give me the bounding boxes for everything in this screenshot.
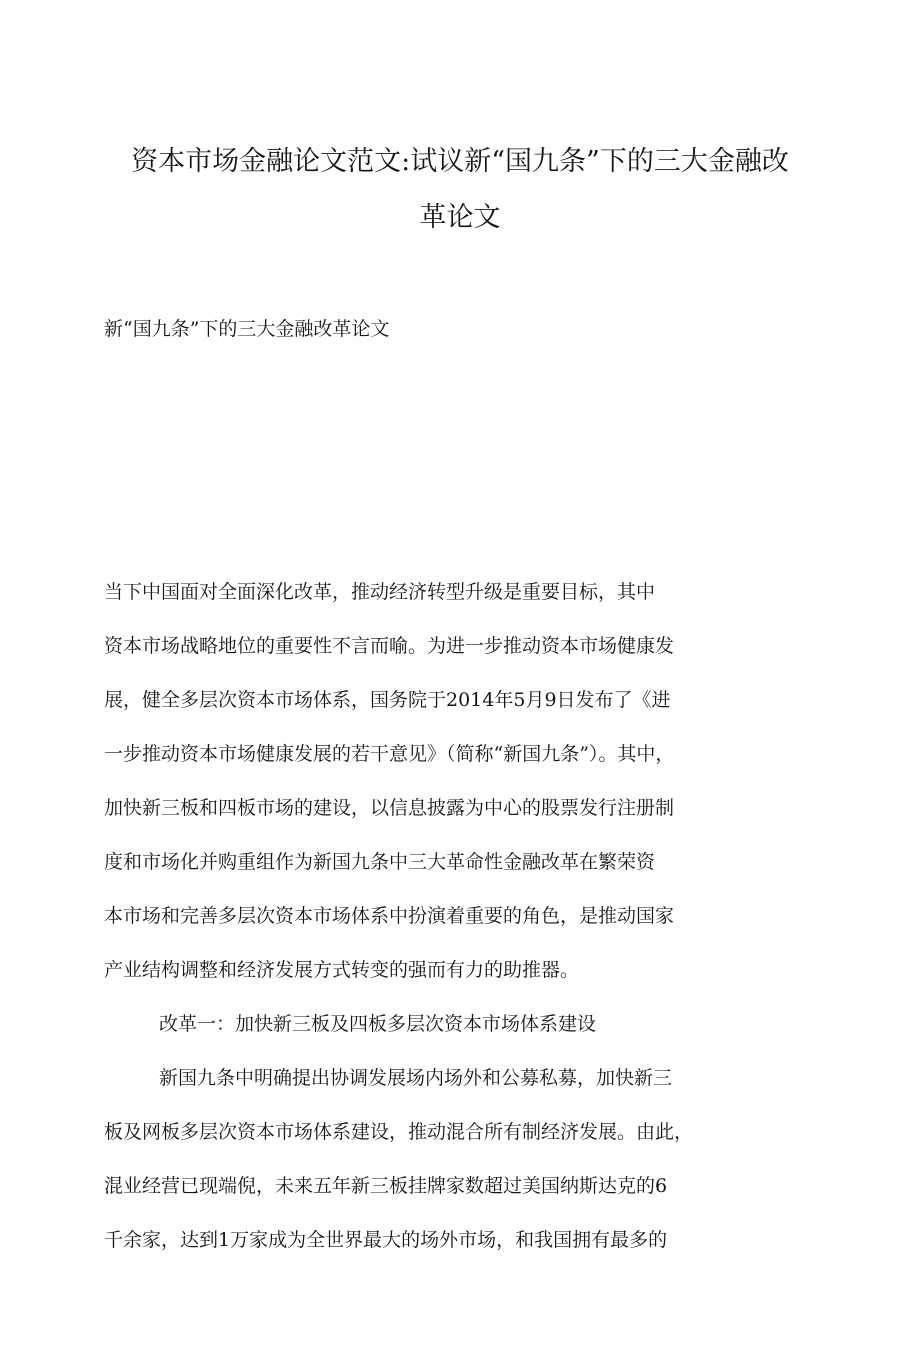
document-title-line-2: 革论文 (419, 202, 501, 233)
body-line: 本市场和完善多层次资本市场体系中扮演着重要的角色，是推动国家 (104, 905, 675, 927)
body-line: 板及网板多层次资本市场体系建设，推动混合所有制经济发展。由此， (104, 1121, 694, 1143)
body-line: 产业结构调整和经济发展方式转变的强而有力的助推器。 (104, 959, 580, 981)
document-title-line-1: 资本市场金融论文范文:试议新“国九条”下的三大金融改 (131, 146, 789, 177)
body-line: 度和市场化并购重组作为新国九条中三大革命性金融改革在繁荣资 (104, 851, 656, 873)
body-line: 一步推动资本市场健康发展的若干意见》（简称“新国九条”）。其中， (104, 743, 675, 765)
body-line: 千余家，达到1万家成为全世界最大的场外市场，和我国拥有最多的 (104, 1229, 668, 1251)
body-line: 展，健全多层次资本市场体系，国务院于2014年5月9日发布了《进 (104, 689, 671, 711)
body-line: 资本市场战略地位的重要性不言而喻。为进一步推动资本市场健康发 (104, 635, 675, 657)
body-line: 加快新三板和四板市场的建设，以信息披露为中心的股票发行注册制 (104, 797, 675, 819)
section-heading: 改革一：加快新三板及四板多层次资本市场体系建设 (159, 1013, 597, 1035)
body-line: 当下中国面对全面深化改革，推动经济转型升级是重要目标，其中 (104, 581, 656, 603)
document-subtitle: 新“国九条”下的三大金融改革论文 (104, 318, 390, 340)
body-line: 混业经营已现端倪，未来五年新三板挂牌家数超过美国纳斯达克的6 (104, 1175, 668, 1197)
body-line: 新国九条中明确提出协调发展场内场外和公募私募，加快新三 (159, 1067, 673, 1089)
